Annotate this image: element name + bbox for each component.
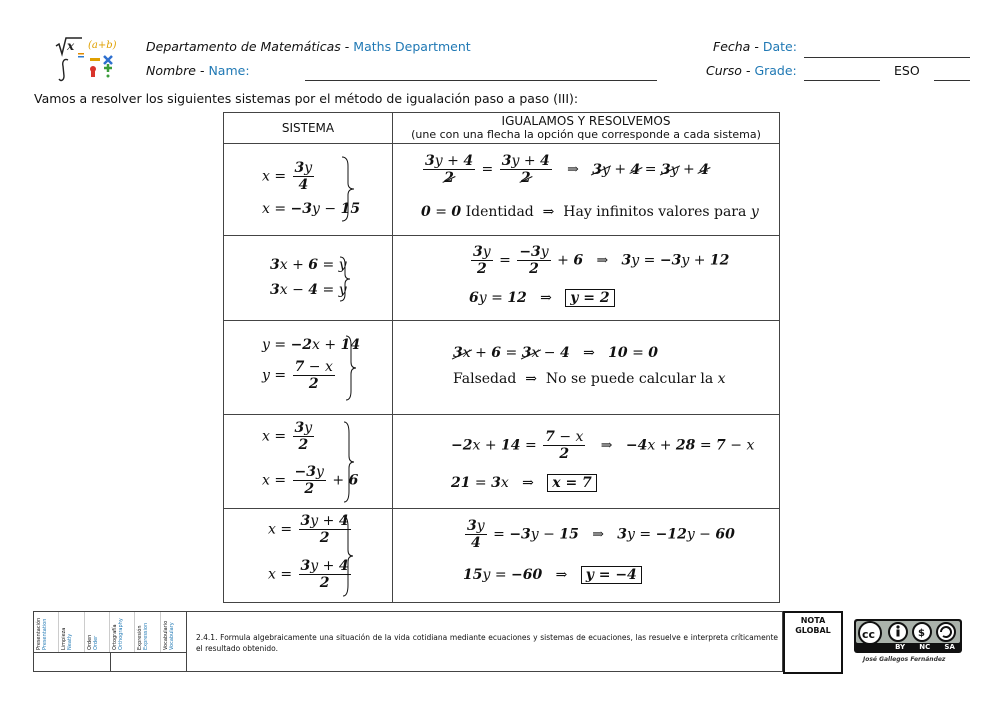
- equation: x = $\frac{3y + 4}{2}$: [268, 513, 349, 547]
- score-cell[interactable]: [111, 652, 187, 671]
- table-row: [224, 321, 780, 415]
- brace-icon: [340, 156, 356, 222]
- svg-text:cc: cc: [862, 628, 876, 641]
- name-en: Name:: [208, 63, 250, 78]
- name-es: Nombre: [146, 63, 196, 78]
- system-cell: [224, 415, 393, 509]
- col-solve-title: IGUALAMOS Y RESOLVEMOS: [501, 114, 671, 128]
- rubric-footer: [33, 611, 783, 672]
- solution-step: $\frac{3y}{2}$ = $\frac{-3y}{2}$ + 6 ⇒ 3y = −3y + 12: [473, 244, 730, 278]
- solution-cell: [393, 236, 780, 321]
- table-row: [224, 509, 780, 603]
- solution-step: Falsedad ⇒ No se puede calcular la x: [453, 371, 726, 387]
- grade-en: Grade:: [754, 63, 797, 78]
- criterion-en: Vocabulary: [168, 622, 175, 650]
- grade-suffix: ESO: [894, 63, 920, 78]
- system-cell: [224, 509, 393, 603]
- global-grade-box[interactable]: [783, 611, 843, 674]
- criterion-en: Neatly: [67, 633, 74, 650]
- criterion-en: Presentation: [42, 618, 48, 650]
- criteria-row: [34, 612, 187, 653]
- brace-icon: [341, 515, 355, 597]
- department-logo: [52, 36, 126, 82]
- criterion-es: Vocabulario: [162, 620, 169, 650]
- brace-icon: [342, 421, 356, 503]
- learning-standard: 2.4.1. Formula algebraicamente una situación de la vida cotidiana mediante ecuaciones y sistemas de ecuaciones, las resuelve e interpreta críticamente el resultado obtenido.: [196, 633, 778, 653]
- logo-graphic: [52, 36, 126, 82]
- system-cell: [224, 236, 393, 321]
- name-field[interactable]: [305, 80, 657, 81]
- name-label: [146, 63, 250, 78]
- date-field[interactable]: [804, 57, 970, 58]
- criterion: [161, 612, 186, 652]
- solution-step: $\frac{3y}{4}$ = −3y − 15 ⇒ 3y = −12y − 60: [467, 518, 735, 552]
- solution-step: 15y = −60 ⇒ y = −4: [463, 567, 642, 583]
- solution-cell: [393, 509, 780, 603]
- equation: y = −2x + 14: [262, 337, 361, 353]
- equation: x = −3y − 15: [262, 201, 361, 217]
- grade-label: [706, 63, 797, 78]
- table-row: [224, 144, 780, 236]
- identity-text: Identidad: [465, 204, 534, 220]
- solution-step: 21 = 3x ⇒ x = 7: [451, 475, 597, 491]
- cc-license-badge: [854, 619, 962, 653]
- variable: y: [750, 204, 759, 220]
- solution-step: 0 = 0 Identidad ⇒ Hay infinitos valores para y: [421, 204, 759, 220]
- result-box: y = −4: [581, 566, 642, 584]
- systems-table: [223, 112, 780, 603]
- nocalc-text: No se puede calcular la: [545, 371, 714, 387]
- department-title: [146, 39, 471, 54]
- dept-sep: -: [344, 39, 350, 54]
- equation: x = $\frac{3y}{4}$: [262, 160, 313, 194]
- solution-step: 3x + 6 = 3x − 4 ⇒ 10 = 0: [453, 345, 659, 361]
- criterion: [59, 612, 84, 652]
- criterion-es: Ortografía: [112, 624, 119, 650]
- infinite-text: Hay infinitos valores para: [563, 204, 747, 220]
- date-sep: -: [754, 39, 759, 54]
- solution-cell: [393, 415, 780, 509]
- table-row: [224, 236, 780, 321]
- col-solve-header: [393, 113, 780, 144]
- criterion-es: Presentación: [36, 617, 42, 650]
- author: José Gallegos Fernández: [863, 656, 946, 663]
- col-solve-subtitle: (une con una flecha la opción que corresponde a cada sistema): [411, 128, 761, 141]
- equation: x = $\frac{3y + 4}{2}$: [268, 558, 349, 592]
- criterion: [34, 612, 59, 652]
- solution-step: −2x + 14 = $\frac{7 - x}{2}$ ⇒ −4x + 28 = 7 − x: [451, 429, 755, 463]
- system-cell: [224, 144, 393, 236]
- system-cell: [224, 321, 393, 415]
- criterion-es: Limpieza: [61, 627, 68, 650]
- table-row: [224, 415, 780, 509]
- dept-en: Maths Department: [353, 39, 471, 54]
- name-sep: -: [199, 63, 205, 78]
- equation: y = $\frac{7 - x}{2}$: [262, 359, 333, 393]
- equation: 3x − 4 = y: [270, 282, 347, 298]
- svg-text:x: x: [67, 39, 75, 53]
- date-label: [713, 39, 797, 54]
- cc-term: NC: [919, 643, 931, 651]
- criteria-score-row[interactable]: [34, 652, 187, 671]
- grade-sep: -: [745, 63, 751, 78]
- grade-es: Curso: [706, 63, 742, 78]
- svg-text:$: $: [918, 628, 925, 639]
- equation: 3x + 6 = y: [270, 257, 347, 273]
- result-box: y = 2: [565, 289, 614, 307]
- criterion: [110, 612, 135, 652]
- solution-step: 6y = 12 ⇒ y = 2: [469, 290, 615, 306]
- cc-term: SA: [944, 643, 955, 651]
- criterion-en: Orthography: [118, 618, 125, 650]
- variable: x: [717, 371, 726, 387]
- instructions: Vamos a resolver los siguientes sistemas por el método de igualación paso a paso (III):: [34, 91, 579, 106]
- criterion: [85, 612, 110, 652]
- brace-icon: [344, 335, 358, 401]
- date-es: Fecha: [713, 39, 751, 54]
- cc-term: BY: [895, 643, 906, 651]
- col-system-header: SISTEMA: [224, 113, 393, 144]
- solution-cell: [393, 144, 780, 236]
- result-box: x = 7: [547, 474, 597, 492]
- solution-step: $\frac{3y + 4}{2}$ = $\frac{3y + 4}{2}$ ⇒ 3y + 4 = 3y + 4: [425, 153, 709, 187]
- cc-terms: [888, 643, 962, 651]
- dept-es: Departamento de Matemáticas: [146, 39, 341, 54]
- solution-cell: [393, 321, 780, 415]
- criterion: [135, 612, 160, 652]
- equation: x = $\frac{3y}{2}$: [262, 420, 313, 454]
- criterion-en: Order: [92, 635, 99, 650]
- score-cell[interactable]: [34, 652, 111, 671]
- date-en: Date:: [762, 39, 797, 54]
- global-grade-label: NOTA GLOBAL: [795, 616, 831, 635]
- svg-text:(a+b): (a+b): [88, 40, 117, 51]
- equation: x = $\frac{-3y}{2}$ + 6: [262, 464, 359, 498]
- criterion-es: Expresión: [137, 625, 144, 650]
- criterion-es: Orden: [86, 634, 93, 650]
- grade-field[interactable]: [804, 80, 880, 81]
- brace-icon: [338, 256, 352, 302]
- false-text: Falsedad: [453, 371, 517, 387]
- grade-group-field[interactable]: [934, 80, 970, 81]
- criterion-en: Expression: [143, 622, 150, 650]
